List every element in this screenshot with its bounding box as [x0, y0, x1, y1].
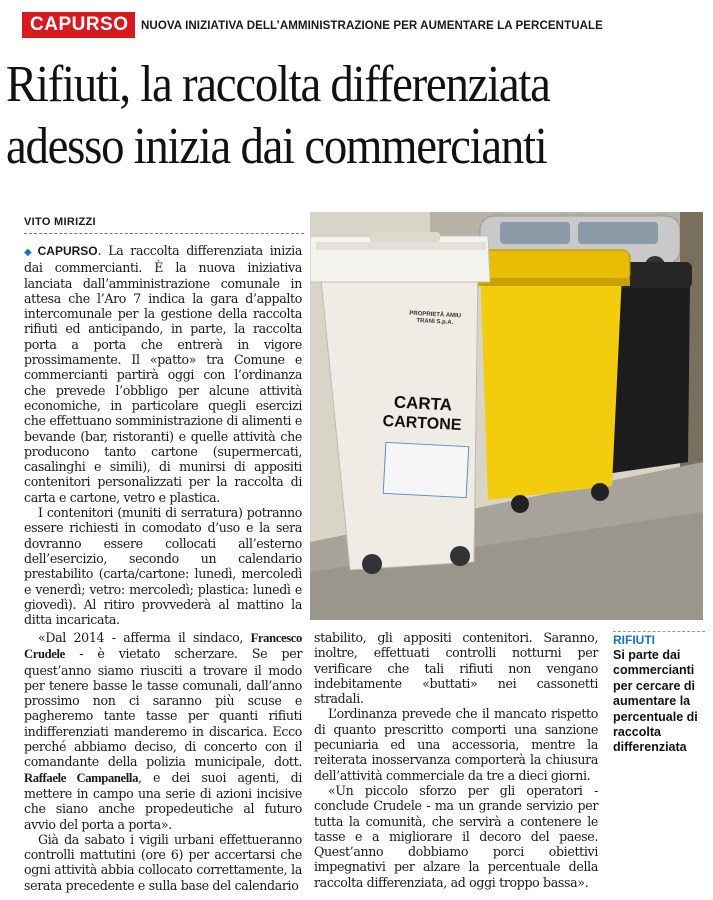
kicker-text: NUOVA INIZIATIVA DELL’AMMINISTRAZIONE PER AUMENTARE LA PERCENTUALE — [140, 18, 603, 32]
quote-text: , e dei suoi agenti, di mettere in campo una serie di azioni incisive che siano anche propedeutiche al futuro avvio del porta a porta». — [24, 769, 302, 832]
byline: VITO MIRIZZI — [24, 216, 96, 228]
quote-text: - è vietato scherzare. Se per quest’anno siamo riusciti a trovare il modo per tenere basse le tasse comunali, dall’anno prossimo non ci saranno più scuse e pagheremo tante tasse per quanti rifiuti indifferenziati manderemo in discarica. Ecco perché abbiamo deciso, di concerto con il comandante della polizia municipale, dott. — [24, 646, 302, 770]
article-column-2 — [24, 630, 302, 893]
sidebar-rule — [613, 631, 705, 632]
bin-label-cartone: CARTONE — [382, 412, 462, 435]
person-name-mayor: Francesco Crudele — [24, 631, 302, 662]
byline-rule — [24, 233, 304, 234]
bin-sticker — [383, 442, 470, 498]
article-column-1 — [24, 243, 302, 627]
lead-text: . La raccolta differenziata inizia dai commercianti. È la nuova iniziativa lanciata dall’amministrazione comunale in attesa che l’Aro 7 indica la gara d’appalto intercomunale per la gestione della raccolta rifiuti ed anticipando, in parte, la raccolta porta a porta che entrerà in vigore prossimamente. Il «patto» tra Comune e commercianti partirà oggi con l’ordinanza che prevede l’obbligo per alcune attività economiche, in particolare quegli esercizi che effettuano somministrazione di alimenti e bevande (bar, ristoranti) e quelle attività che producono tanto cartone (supermercati, casalinghi e simili), di munirsi di appositi contenitori personalizzati per la raccolta di carta e cartone, vetro e plastica. — [24, 243, 302, 505]
headline — [6, 54, 640, 178]
article-paragraph: Già da sabato i vigili urbani effettueranno controlli mattutini (ore 6) per accertarsi che ogni attività abbia collocato correttamente, la serata precedente e sulla base del calendario — [24, 831, 302, 893]
article-paragraph: I contenitori (muniti di serratura) potranno essere richiesti in comodato d’uso e la sera dovranno essere collocati all’esterno dell’esercizio, secondo un calendario prestabilito (carta/cartone: lunedì, mercoledì e venerdì; vetro: mercoledì; plastica: lunedì e giovedì). Al ritiro provvederà al mattino la ditta incaricata. — [24, 505, 302, 628]
headline-line-1: Rifiuti, la raccolta differenziata — [6, 56, 550, 113]
article-paragraph: stabilito, gli appositi contenitori. Saranno, inoltre, effettuati controlli notturni per verificare che tali rifiuti non vengano indebitamente «buttati» nei cassonetti stradali. — [314, 630, 598, 707]
article-lead-paragraph — [24, 243, 302, 505]
sidebar-heading: RIFIUTI — [613, 633, 655, 647]
kicker — [22, 11, 702, 39]
photo-waste-bins — [310, 212, 703, 620]
article-paragraph: L’ordinanza prevede che il mancato rispetto di quanto prescritto comporti una sanzione pecuniaria ed una accessoria, mentre la reiterata inosservanza comporterà la chiusura dell’attività commerciale da tre a dieci giorni. — [314, 706, 598, 783]
article-column-3 — [314, 630, 598, 890]
bin-owner-label: PROPRIETÀ AMIU TRANI S.p.A. — [409, 310, 462, 326]
quote-text: «Dal 2014 - afferma il sindaco, — [38, 630, 251, 645]
sidebar-caption: Si parte dai commercianti per cercare di aumentare la percentuale di raccolta differenziata — [613, 648, 698, 755]
diamond-bullet-icon: ◆ — [24, 247, 35, 258]
bin-label-carta: CARTA — [393, 392, 453, 415]
article-paragraph — [24, 630, 302, 832]
dateline-place: CAPURSO — [37, 244, 98, 258]
kicker-label: CAPURSO — [22, 12, 135, 38]
headline-line-2: adesso inizia dai commercianti — [6, 118, 547, 175]
person-name-commander: Raffaele Campanella — [24, 770, 139, 785]
article-paragraph: «Un piccolo sforzo per gli operatori - conclude Crudele - ma un grande servizio per tutta la comunità, che servirà a contenere le tasse e a migliorare il decoro del paese. Quest’anno dobbiamo porci obiettivi impegnativi per alzare la percentuale della raccolta differenziata, ad oggi troppo bassa». — [314, 782, 598, 890]
